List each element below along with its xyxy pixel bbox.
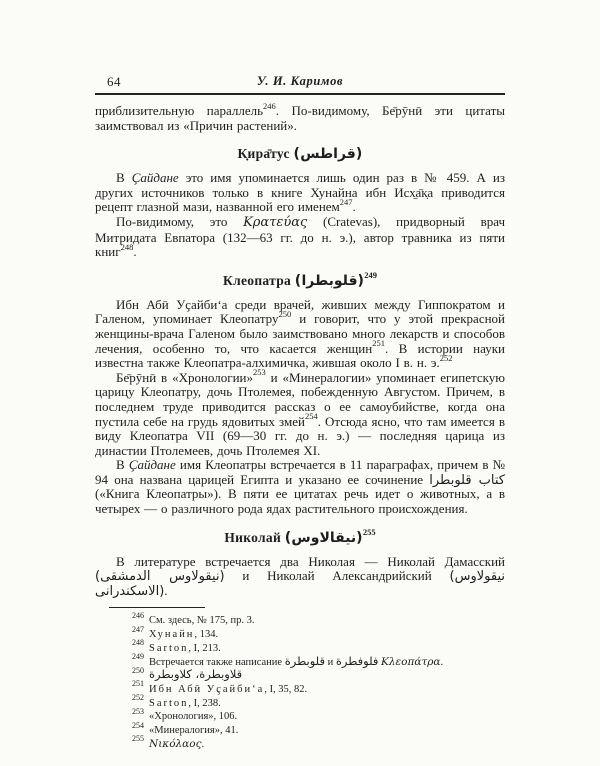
paragraph-kleopatra-2 xyxy=(95,367,509,459)
paragraph-kleopatra-3 xyxy=(95,457,509,517)
footnote-ref-254: 254 xyxy=(304,411,318,422)
arabic-text: (قراطس) xyxy=(293,146,363,163)
arabic-text: كتاب قلوبطرا xyxy=(429,472,505,488)
plain-text: Встречается также написание xyxy=(149,656,285,668)
footnote-number: 247 xyxy=(132,624,144,634)
footnote-ref-246: 246 xyxy=(263,100,276,111)
footnote-text xyxy=(149,629,218,640)
section-heading-nikolai xyxy=(95,529,505,546)
greek-text: Νικόλαος xyxy=(149,737,202,750)
arabic-text: (نيقولاوس الاسكندرانى) xyxy=(95,569,510,599)
footnote-number: 248 xyxy=(132,638,144,648)
plain-text: , I, 238. xyxy=(188,697,221,709)
footnote-ref-253: 253 xyxy=(253,367,266,378)
spaced-text: Хунайн xyxy=(149,629,195,641)
paragraph-intro xyxy=(95,100,509,133)
footnote-number: 249 xyxy=(132,652,144,662)
spaced-text: Ибн Абӣ Уҫайби‘а xyxy=(149,683,265,695)
footnote-ref-251: 251 xyxy=(372,338,385,349)
plain-text: Клеопатра xyxy=(223,272,295,288)
running-header xyxy=(95,74,505,95)
footnote-text xyxy=(149,667,243,682)
plain-text: . xyxy=(352,199,356,215)
footnote-text xyxy=(149,684,307,695)
section-heading-kiratus xyxy=(95,145,505,162)
footnote-ref-248: 248 xyxy=(120,241,134,252)
paragraph-kiratus-1 xyxy=(95,170,509,215)
running-title: У. И. Каримов xyxy=(256,74,344,88)
paragraph-kleopatra-1 xyxy=(95,296,509,371)
arabic-text: قلوبطرة xyxy=(284,653,325,668)
footnote-number: 255 xyxy=(132,734,144,744)
italic-text: Ҫайдане xyxy=(128,457,176,473)
footnote-text xyxy=(149,643,221,654)
footnote-255 xyxy=(95,734,505,752)
plain-text: В xyxy=(116,457,129,473)
footnote-247 xyxy=(95,624,505,642)
footnote-number: 246 xyxy=(132,610,144,620)
footnote-254 xyxy=(95,720,505,738)
footnote-text xyxy=(149,725,238,736)
plain-text: , 134. xyxy=(194,629,219,641)
plain-text: По-видимому, это xyxy=(116,213,244,229)
plain-text: и говорит, что у этой прекрасной женщины-врача Галеном было заимствовано много лекарств и способов лечения, особенно то, что касается женщин xyxy=(95,311,509,356)
footnote-text xyxy=(149,698,221,709)
plain-text: («Книга Клеопатры»). В пяти ее цитатах речь идет о животных, а в четырех — о различного рода ядах растительного происхождения. xyxy=(95,471,509,517)
plain-text: . xyxy=(133,244,137,260)
plain-text: приблизительную параллель xyxy=(95,103,264,118)
footnote-ref-252: 252 xyxy=(439,352,453,363)
footnote-ref-249: 249 xyxy=(364,270,377,281)
greek-text: Κλεοπάτρα xyxy=(381,655,441,668)
greek-text: Κρατεύας xyxy=(243,214,308,230)
arabic-text: (قلوبطرا) xyxy=(294,272,365,289)
footnote-number: 253 xyxy=(132,706,144,716)
plain-text: «Хронология», 106. xyxy=(149,711,238,723)
plain-text: . xyxy=(164,582,168,598)
footnote-number: 254 xyxy=(132,720,144,730)
footnote-ref-247: 247 xyxy=(339,197,353,208)
plain-text: Ибн Абӣ Уҫайби‘а среди врачей, живших между Гиппократом и Галеном, упоминает Клеопатру xyxy=(95,296,509,327)
footnote-number: 252 xyxy=(132,693,144,703)
footnote-number: 251 xyxy=(132,679,144,689)
plain-text: В xyxy=(116,170,132,186)
plain-text: . xyxy=(201,738,205,750)
italic-text: Ҫайдане xyxy=(131,170,179,186)
footnote-246 xyxy=(95,610,505,628)
arabic-text: (نيقالاوس) xyxy=(284,529,363,546)
spaced-text: Sarton xyxy=(149,697,189,709)
footnote-text xyxy=(149,615,254,626)
footnote-number: 250 xyxy=(132,665,144,675)
plain-text: . В истории науки известна также Клеопатра-алхимичка, жившая около I в. н. э. xyxy=(95,340,509,371)
paragraph-kiratus-2 xyxy=(95,213,509,260)
plain-text: , I, 35, 82. xyxy=(264,683,308,695)
footnote-ref-255: 255 xyxy=(362,527,376,538)
footnotes-block xyxy=(95,607,505,751)
plain-text: «Минералогия», 41. xyxy=(149,725,239,737)
footnote-252 xyxy=(95,693,505,711)
plain-text: Николай xyxy=(224,529,285,545)
arabic-text: قلاوبطرة، كلاوبطرة xyxy=(149,667,243,682)
plain-text: и «Минералогии» упоминает египетскую царицу Клеопатру, дочь Птолемея, побежденную Августом. Причем, в последнем труде приводится рассказ о ее самоубийстве, когда она пустила себе на грудь ядовитых змей xyxy=(95,369,509,429)
plain-text: имя Клеопатры встречается в 11 параграфах, причем в № 94 она названа царицей Египта и указано ее сочинение xyxy=(95,457,509,487)
plain-text: . По-видимому, Бе̄рӯнӣ эти цитаты заимствовал из «Причин растений». xyxy=(95,103,509,133)
plain-text: К̣ира̄тус xyxy=(237,146,294,162)
plain-text: и Николай Александрийский xyxy=(224,568,450,584)
plain-text: это имя упоминается лишь один раз в № 459. А из других источников только в книге Хунайна ибн Исх̱а̄к̣а приводится рецепт глазной мази, названной его именем xyxy=(95,170,509,215)
plain-text: и xyxy=(324,656,336,668)
arabic-text: فلوفطرة xyxy=(335,653,379,668)
footnote-separator xyxy=(109,607,205,608)
footnote-text xyxy=(149,711,237,722)
page-number: 64 xyxy=(107,74,121,89)
plain-text: В литературе встречается два Николая — Николай Дамасский xyxy=(116,553,509,569)
spaced-text: Sarton xyxy=(149,642,189,654)
footnote-ref-250: 250 xyxy=(278,309,292,320)
arabic-text: (نيقولاوس الدمشقى) xyxy=(95,569,225,585)
footnote-253 xyxy=(95,706,505,724)
plain-text: (Cratevas), придворный врач Митридата Евпатора (132—63 гг. до н. э.), автор травника из пяти книг xyxy=(95,213,509,260)
section-heading-kleopatra xyxy=(95,272,505,289)
plain-text: , I, 213. xyxy=(188,642,221,654)
plain-text: См. здесь, № 175, пр. 3. xyxy=(149,615,255,627)
plain-text: Бе̄рӯнӣ в «Хронологии» xyxy=(116,369,253,385)
footnote-250 xyxy=(95,665,505,683)
footnote-251 xyxy=(95,679,505,697)
plain-text: . Отсюда ясно, что там имеется в виду Клеопатра VII (69—30 гг. до н. э.) — последняя царица из династии Птолемеев, дочь Птолемея XI. xyxy=(95,413,509,458)
footnote-text xyxy=(149,653,444,668)
paragraph-nikolai-1 xyxy=(95,553,510,599)
plain-text: . xyxy=(440,656,444,668)
footnote-text xyxy=(149,739,204,750)
